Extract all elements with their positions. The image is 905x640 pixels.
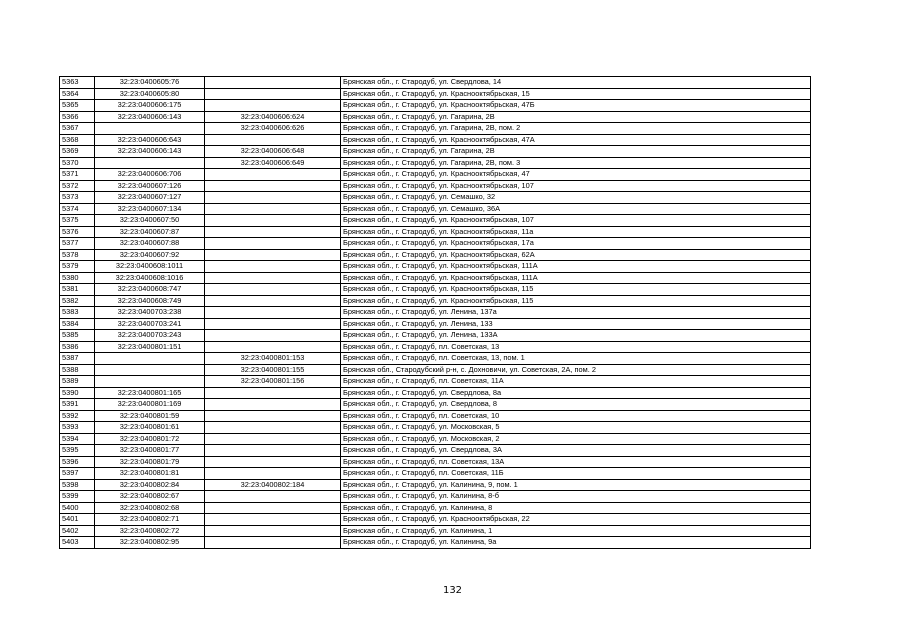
parent-cadastral-number-cell — [205, 468, 341, 480]
table-row — [60, 226, 811, 238]
row-number-cell: 5386 — [60, 341, 95, 353]
parent-cadastral-number-cell: 32:23:0400801:156 — [205, 376, 341, 388]
parent-cadastral-number-cell: 32:23:0400801:153 — [205, 353, 341, 365]
table-row — [60, 456, 811, 468]
row-number-cell: 5382 — [60, 295, 95, 307]
row-number-cell: 5402 — [60, 525, 95, 537]
cadastral-number-cell: 32:23:0400802:68 — [95, 502, 205, 514]
row-number-cell: 5398 — [60, 479, 95, 491]
table-row — [60, 433, 811, 445]
cadastral-number-cell: 32:23:0400605:80 — [95, 88, 205, 100]
cadastral-number-cell: 32:23:0400703:241 — [95, 318, 205, 330]
parent-cadastral-number-cell: 32:23:0400606:648 — [205, 146, 341, 158]
address-cell: Брянская обл., г. Стародуб, ул. Краснооктябрьская, 62А — [341, 249, 811, 261]
table-row — [60, 111, 811, 123]
row-number-cell: 5379 — [60, 261, 95, 273]
parent-cadastral-number-cell — [205, 249, 341, 261]
cadastral-number-cell: 32:23:0400607:134 — [95, 203, 205, 215]
cadastral-number-cell: 32:23:0400801:59 — [95, 410, 205, 422]
cadastral-number-cell: 32:23:0400801:72 — [95, 433, 205, 445]
address-cell: Брянская обл., г. Стародуб, ул. Краснооктябрьская, 47А — [341, 134, 811, 146]
row-number-cell: 5371 — [60, 169, 95, 181]
cadastral-number-cell: 32:23:0400703:238 — [95, 307, 205, 319]
table-row — [60, 330, 811, 342]
address-cell: Брянская обл., г. Стародуб, ул. Краснооктябрьская, 115 — [341, 295, 811, 307]
table-row — [60, 123, 811, 135]
row-number-cell: 5370 — [60, 157, 95, 169]
cadastral-number-cell — [95, 353, 205, 365]
cadastral-number-cell — [95, 157, 205, 169]
address-cell: Брянская обл., г. Стародуб, ул. Краснооктябрьская, 115 — [341, 284, 811, 296]
cadastral-number-cell: 32:23:0400606:643 — [95, 134, 205, 146]
row-number-cell: 5387 — [60, 353, 95, 365]
address-cell: Брянская обл., г. Стародуб, ул. Семашко, 32 — [341, 192, 811, 204]
row-number-cell: 5391 — [60, 399, 95, 411]
parent-cadastral-number-cell: 32:23:0400802:184 — [205, 479, 341, 491]
address-cell: Брянская обл., г. Стародуб, ул. Краснооктябрьская, 107 — [341, 215, 811, 227]
parent-cadastral-number-cell — [205, 318, 341, 330]
row-number-cell: 5383 — [60, 307, 95, 319]
cadastral-number-cell — [95, 364, 205, 376]
table-row — [60, 491, 811, 503]
address-cell: Брянская обл., г. Стародуб, ул. Ленина, 137а — [341, 307, 811, 319]
address-cell: Брянская обл., г. Стародуб, ул. Калинина, 8 — [341, 502, 811, 514]
parent-cadastral-number-cell — [205, 295, 341, 307]
row-number-cell: 5394 — [60, 433, 95, 445]
row-number-cell: 5368 — [60, 134, 95, 146]
table-row — [60, 537, 811, 549]
parent-cadastral-number-cell — [205, 399, 341, 411]
row-number-cell: 5389 — [60, 376, 95, 388]
address-cell: Брянская обл., г. Стародуб, пл. Советская, 11Б — [341, 468, 811, 480]
cadastral-number-cell: 32:23:0400607:87 — [95, 226, 205, 238]
row-number-cell: 5376 — [60, 226, 95, 238]
table-row — [60, 364, 811, 376]
table-row — [60, 387, 811, 399]
row-number-cell: 5385 — [60, 330, 95, 342]
address-cell: Брянская обл., г. Стародуб, ул. Краснооктябрьская, 111А — [341, 261, 811, 273]
parent-cadastral-number-cell — [205, 537, 341, 549]
address-cell: Брянская обл., Стародубский р-н, с. Дохновичи, ул. Советская, 2А, пом. 2 — [341, 364, 811, 376]
parent-cadastral-number-cell — [205, 180, 341, 192]
table-row — [60, 146, 811, 158]
cadastral-number-cell: 32:23:0400801:165 — [95, 387, 205, 399]
cadastral-number-cell: 32:23:0400607:50 — [95, 215, 205, 227]
cadastral-number-cell — [95, 123, 205, 135]
cadastral-number-cell: 32:23:0400606:143 — [95, 111, 205, 123]
parent-cadastral-number-cell: 32:23:0400606:624 — [205, 111, 341, 123]
parent-cadastral-number-cell — [205, 100, 341, 112]
parent-cadastral-number-cell — [205, 192, 341, 204]
table-row — [60, 203, 811, 215]
parent-cadastral-number-cell: 32:23:0400801:155 — [205, 364, 341, 376]
address-cell: Брянская обл., г. Стародуб, ул. Калинина, 9, пом. 1 — [341, 479, 811, 491]
address-cell: Брянская обл., г. Стародуб, ул. Краснооктябрьская, 107 — [341, 180, 811, 192]
cadastral-number-cell: 32:23:0400608:1011 — [95, 261, 205, 273]
cadastral-number-cell: 32:23:0400802:84 — [95, 479, 205, 491]
cadastral-number-cell: 32:23:0400802:67 — [95, 491, 205, 503]
parent-cadastral-number-cell — [205, 261, 341, 273]
address-cell: Брянская обл., г. Стародуб, ул. Свердлова, 14 — [341, 77, 811, 89]
row-number-cell: 5393 — [60, 422, 95, 434]
cadastral-number-cell: 32:23:0400802:95 — [95, 537, 205, 549]
row-number-cell: 5384 — [60, 318, 95, 330]
cadastral-number-cell: 32:23:0400801:151 — [95, 341, 205, 353]
table-row — [60, 479, 811, 491]
registry-table-body — [60, 77, 811, 549]
row-number-cell: 5388 — [60, 364, 95, 376]
address-cell: Брянская обл., г. Стародуб, пл. Советская, 13 — [341, 341, 811, 353]
row-number-cell: 5397 — [60, 468, 95, 480]
parent-cadastral-number-cell — [205, 330, 341, 342]
cadastral-number-cell: 32:23:0400605:76 — [95, 77, 205, 89]
row-number-cell: 5392 — [60, 410, 95, 422]
cadastral-number-cell: 32:23:0400802:71 — [95, 514, 205, 526]
parent-cadastral-number-cell — [205, 514, 341, 526]
table-row — [60, 180, 811, 192]
row-number-cell: 5381 — [60, 284, 95, 296]
parent-cadastral-number-cell — [205, 502, 341, 514]
cadastral-number-cell: 32:23:0400606:175 — [95, 100, 205, 112]
parent-cadastral-number-cell — [205, 445, 341, 457]
cadastral-number-cell: 32:23:0400801:169 — [95, 399, 205, 411]
table-row — [60, 525, 811, 537]
table-row — [60, 284, 811, 296]
cadastral-number-cell: 32:23:0400607:92 — [95, 249, 205, 261]
row-number-cell: 5400 — [60, 502, 95, 514]
table-row — [60, 341, 811, 353]
row-number-cell: 5377 — [60, 238, 95, 250]
table-row — [60, 410, 811, 422]
parent-cadastral-number-cell — [205, 433, 341, 445]
address-cell: Брянская обл., г. Стародуб, ул. Гагарина, 2В, пом. 3 — [341, 157, 811, 169]
parent-cadastral-number-cell — [205, 203, 341, 215]
row-number-cell: 5399 — [60, 491, 95, 503]
row-number-cell: 5395 — [60, 445, 95, 457]
address-cell: Брянская обл., г. Стародуб, ул. Ленина, 133А — [341, 330, 811, 342]
table-row — [60, 77, 811, 89]
cadastral-number-cell: 32:23:0400801:79 — [95, 456, 205, 468]
parent-cadastral-number-cell — [205, 134, 341, 146]
table-row — [60, 307, 811, 319]
parent-cadastral-number-cell: 32:23:0400606:626 — [205, 123, 341, 135]
address-cell: Брянская обл., г. Стародуб, пл. Советская, 13А — [341, 456, 811, 468]
address-cell: Брянская обл., г. Стародуб, ул. Краснооктябрьская, 11а — [341, 226, 811, 238]
address-cell: Брянская обл., г. Стародуб, пл. Советская, 11А — [341, 376, 811, 388]
table-row — [60, 192, 811, 204]
address-cell: Брянская обл., г. Стародуб, ул. Калинина, 8-б — [341, 491, 811, 503]
table-row — [60, 134, 811, 146]
row-number-cell: 5372 — [60, 180, 95, 192]
parent-cadastral-number-cell — [205, 387, 341, 399]
row-number-cell: 5390 — [60, 387, 95, 399]
parent-cadastral-number-cell — [205, 272, 341, 284]
cadastral-number-cell: 32:23:0400703:243 — [95, 330, 205, 342]
row-number-cell: 5380 — [60, 272, 95, 284]
table-row — [60, 238, 811, 250]
cadastral-number-cell: 32:23:0400608:749 — [95, 295, 205, 307]
address-cell: Брянская обл., г. Стародуб, ул. Гагарина, 2В — [341, 146, 811, 158]
row-number-cell: 5403 — [60, 537, 95, 549]
address-cell: Брянская обл., г. Стародуб, ул. Ленина, 133 — [341, 318, 811, 330]
address-cell: Брянская обл., г. Стародуб, ул. Калинина, 1 — [341, 525, 811, 537]
row-number-cell: 5363 — [60, 77, 95, 89]
table-row — [60, 169, 811, 181]
parent-cadastral-number-cell — [205, 422, 341, 434]
address-cell: Брянская обл., г. Стародуб, ул. Краснооктябрьская, 47Б — [341, 100, 811, 112]
cadastral-number-cell: 32:23:0400608:1016 — [95, 272, 205, 284]
address-cell: Брянская обл., г. Стародуб, ул. Краснооктябрьская, 15 — [341, 88, 811, 100]
parent-cadastral-number-cell — [205, 169, 341, 181]
page-number: 132 — [442, 585, 463, 596]
row-number-cell: 5374 — [60, 203, 95, 215]
row-number-cell: 5365 — [60, 100, 95, 112]
parent-cadastral-number-cell: 32:23:0400606:649 — [205, 157, 341, 169]
row-number-cell: 5369 — [60, 146, 95, 158]
table-row — [60, 157, 811, 169]
parent-cadastral-number-cell — [205, 238, 341, 250]
table-row — [60, 399, 811, 411]
row-number-cell: 5366 — [60, 111, 95, 123]
parent-cadastral-number-cell — [205, 284, 341, 296]
cadastral-number-cell: 32:23:0400606:706 — [95, 169, 205, 181]
property-registry-table — [59, 76, 811, 549]
address-cell: Брянская обл., г. Стародуб, пл. Советская, 10 — [341, 410, 811, 422]
address-cell: Брянская обл., г. Стародуб, ул. Краснооктябрьская, 22 — [341, 514, 811, 526]
parent-cadastral-number-cell — [205, 77, 341, 89]
table-row — [60, 318, 811, 330]
address-cell: Брянская обл., г. Стародуб, ул. Гагарина, 2В — [341, 111, 811, 123]
table-row — [60, 376, 811, 388]
parent-cadastral-number-cell — [205, 491, 341, 503]
parent-cadastral-number-cell — [205, 456, 341, 468]
table-row — [60, 502, 811, 514]
row-number-cell: 5378 — [60, 249, 95, 261]
address-cell: Брянская обл., г. Стародуб, ул. Калинина, 9а — [341, 537, 811, 549]
table-row — [60, 215, 811, 227]
parent-cadastral-number-cell — [205, 88, 341, 100]
cadastral-number-cell: 32:23:0400607:127 — [95, 192, 205, 204]
parent-cadastral-number-cell — [205, 215, 341, 227]
table-row — [60, 88, 811, 100]
cadastral-number-cell: 32:23:0400801:81 — [95, 468, 205, 480]
table-row — [60, 100, 811, 112]
table-row — [60, 249, 811, 261]
cadastral-number-cell: 32:23:0400607:88 — [95, 238, 205, 250]
cadastral-number-cell: 32:23:0400607:126 — [95, 180, 205, 192]
address-cell: Брянская обл., г. Стародуб, ул. Краснооктябрьская, 47 — [341, 169, 811, 181]
address-cell: Брянская обл., г. Стародуб, ул. Краснооктябрьская, 17а — [341, 238, 811, 250]
cadastral-number-cell: 32:23:0400802:72 — [95, 525, 205, 537]
address-cell: Брянская обл., г. Стародуб, пл. Советская, 13, пом. 1 — [341, 353, 811, 365]
address-cell: Брянская обл., г. Стародуб, ул. Московская, 5 — [341, 422, 811, 434]
row-number-cell: 5401 — [60, 514, 95, 526]
parent-cadastral-number-cell — [205, 226, 341, 238]
parent-cadastral-number-cell — [205, 307, 341, 319]
table-row — [60, 445, 811, 457]
parent-cadastral-number-cell — [205, 341, 341, 353]
table-row — [60, 295, 811, 307]
parent-cadastral-number-cell — [205, 410, 341, 422]
cadastral-number-cell: 32:23:0400608:747 — [95, 284, 205, 296]
row-number-cell: 5373 — [60, 192, 95, 204]
parent-cadastral-number-cell — [205, 525, 341, 537]
row-number-cell: 5396 — [60, 456, 95, 468]
row-number-cell: 5367 — [60, 123, 95, 135]
table-row — [60, 353, 811, 365]
cadastral-number-cell — [95, 376, 205, 388]
table-row — [60, 514, 811, 526]
cadastral-number-cell: 32:23:0400801:77 — [95, 445, 205, 457]
address-cell: Брянская обл., г. Стародуб, ул. Московская, 2 — [341, 433, 811, 445]
address-cell: Брянская обл., г. Стародуб, ул. Свердлова, 3А — [341, 445, 811, 457]
table-row — [60, 422, 811, 434]
table-row — [60, 272, 811, 284]
table-row — [60, 468, 811, 480]
address-cell: Брянская обл., г. Стародуб, ул. Свердлова, 8 — [341, 399, 811, 411]
row-number-cell: 5375 — [60, 215, 95, 227]
row-number-cell: 5364 — [60, 88, 95, 100]
address-cell: Брянская обл., г. Стародуб, ул. Свердлова, 8а — [341, 387, 811, 399]
address-cell: Брянская обл., г. Стародуб, ул. Краснооктябрьская, 111А — [341, 272, 811, 284]
table-row — [60, 261, 811, 273]
cadastral-number-cell: 32:23:0400606:143 — [95, 146, 205, 158]
address-cell: Брянская обл., г. Стародуб, ул. Семашко, 36А — [341, 203, 811, 215]
cadastral-number-cell: 32:23:0400801:61 — [95, 422, 205, 434]
address-cell: Брянская обл., г. Стародуб, ул. Гагарина, 2В, пом. 2 — [341, 123, 811, 135]
